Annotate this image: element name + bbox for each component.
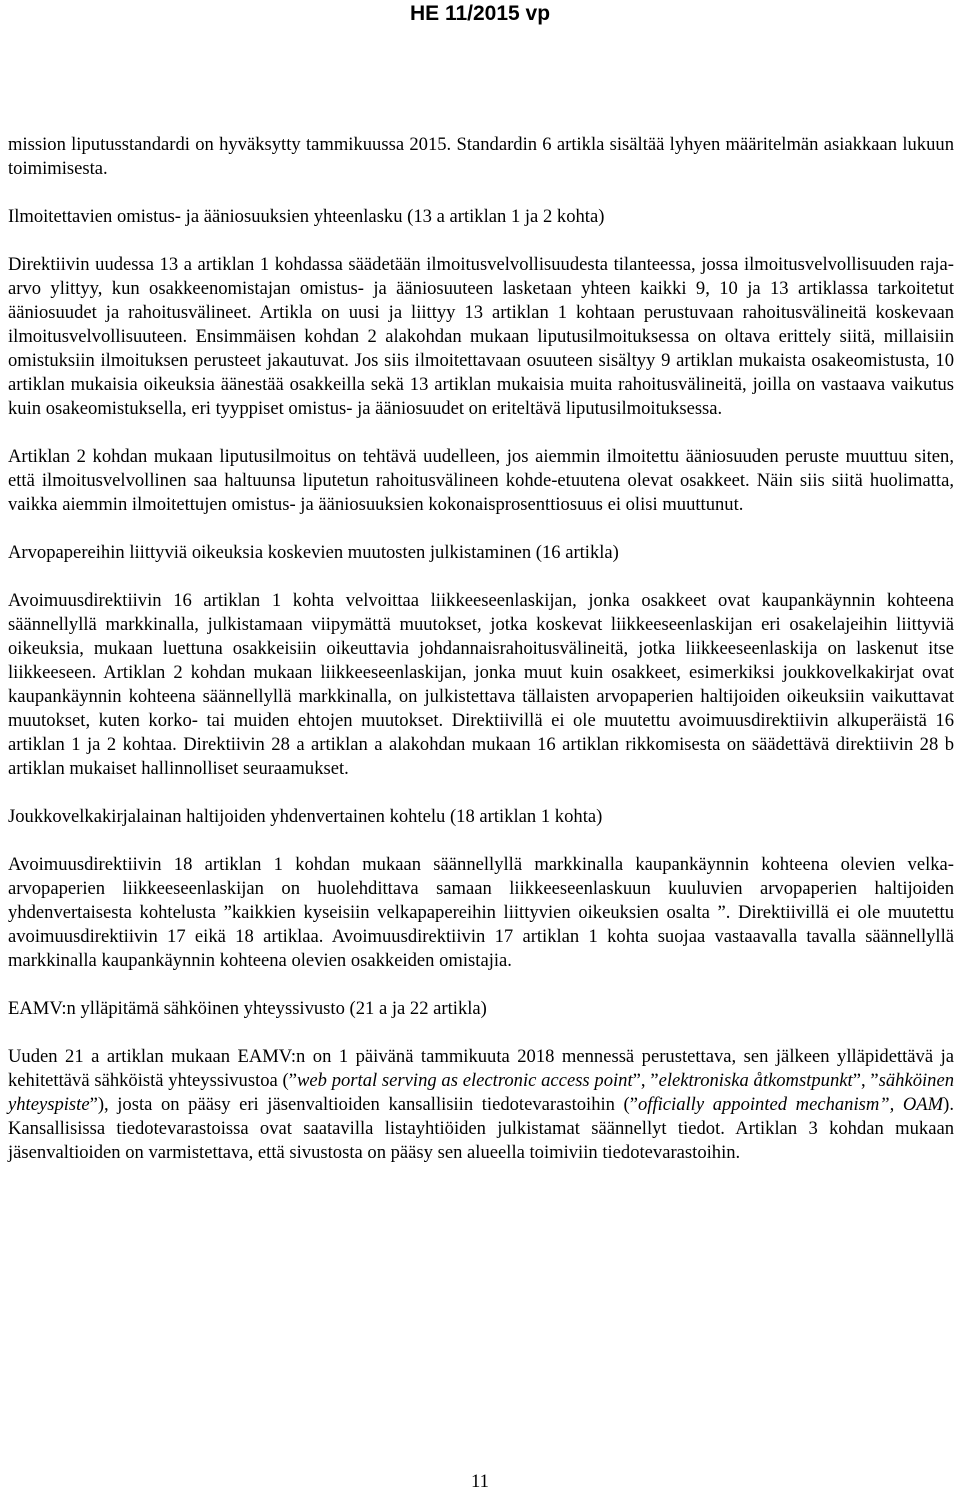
paragraph-5: Avoimuusdirektiivin 18 artiklan 1 kohdan mukaan säännellyllä markkinalla kaupankäynnin kohteena olevien velka-arvopaperien liikkeeseenlaskijan on huolehdittava samaan liikkeeseenlaskuun kuuluvien arvopaperien haltijoiden yhdenvertaisesta kohtelusta ”kaikkien kyseisiin velkapapereihin liittyvien oikeuksien osalta ”. Direktiivillä ei ole muutettu avoimuusdirektiivin 17 eikä 18 artiklaa. Avoimuusdirektiivin 17 artiklan 1 kohta suojaa vastaavalla tavalla säännellyllä markkinalla kaupankäynnin kohteena olevien osakkeiden omistajia. [8, 854, 954, 971]
heading-1: Ilmoitettavien omistus- ja ääniosuuksien yhteenlasku (13 a artiklan 1 ja 2 kohta) [8, 206, 605, 227]
paragraph-6-text-1: Uuden 21 a artiklan mukaan EAMV:n on 1 päivänä tammikuuta 2018 mennessä perustettava, sen jälkeen ylläpidettävä ja kehitettävä sähköistä yhteyssivustoa (” [8, 1046, 954, 1091]
paragraph-2: Direktiivin uudessa 13 a artiklan 1 kohdassa säädetään ilmoitusvelvollisuudesta tilanteessa, jossa ilmoitusvelvollisuuden raja-arvo ylittyy, kun osakkeenomistajan omistus- ja ääniosuuteen lasketaan yhteen kaikki 9, 10 ja 13 artiklassa tarkoitetut ääniosuudet ja rahoitusvälineet. Artikla on uusi ja liittyy 13 artiklan 1 kohtaan perustuvaan rahoitusvälineitä koskevaan ilmoitusvelvollisuuteen. Ensimmäisen kohdan 2 alakohdan mukaan liputusilmoituksessa on oltava erittely siitä, millaisiin omistuksiin ilmoituksen perusteet jakautuvat. Jos siis ilmoitettavaan osuuteen sisältyy 9 artiklan mukaista osakeomistusta, 10 artiklan mukaisia oikeuksia äänestää osakkeilla sekä 13 artiklan mukaisia muita rahoitusvälineitä, joilla on vastaava vaikutus kuin osakeomistuksella, eri tyyppiset omistus- ja ääniosuudet on eriteltävä liputusilmoituksessa. [8, 254, 954, 419]
paragraph-6-italic-2: elektroniska åtkomstpunkt [658, 1070, 853, 1091]
paragraph-6-italic-4: officially appointed mechanism”, OAM [638, 1094, 944, 1115]
heading-4: EAMV:n ylläpitämä sähköinen yhteyssivusto (21 a ja 22 artikla) [8, 998, 487, 1019]
paragraph-6-text-4: ”), josta on pääsy eri jäsenvaltioiden kansallisiin tiedotevarastoihin (” [89, 1094, 638, 1115]
document-header [0, 0, 960, 28]
heading-2: Arvopapereihin liittyviä oikeuksia koskevien muutosten julkistaminen (16 artikla) [8, 542, 619, 563]
paragraph-6-text-2: ”, ” [632, 1070, 659, 1091]
document-body [8, 133, 954, 1189]
paragraph-3: Artiklan 2 kohdan mukaan liputusilmoitus on tehtävä uudelleen, jos aiemmin ilmoitettu ääniosuuden peruste muuttuu siten, että ilmoitusvelvollinen saa haltuunsa liputetun rahoitusvälineen kohde-etuutena olevat osakkeet. Näin siis siitä huolimatta, vaikka aiemmin ilmoitettujen omistus- ja ääniosuuksien kokonaisprosenttiosuus ei olisi muuttunut. [8, 446, 954, 515]
paragraph-6 [8, 1045, 954, 1165]
paragraph-1: mission liputusstandardi on hyväksytty tammikuussa 2015. Standardin 6 artikla sisältää lyhyen määritelmän asiakkaan lukuun toimimisesta. [8, 134, 954, 179]
paragraph-6-text-3: ”, ” [852, 1070, 879, 1091]
page-number: 11 [471, 1471, 489, 1492]
heading-3: Joukkovelkakirjalainan haltijoiden yhdenvertainen kohtelu (18 artiklan 1 kohta) [8, 806, 603, 827]
paragraph-6-italic-3: sähköinen yhteyspiste [8, 1070, 955, 1115]
paragraph-4: Avoimuusdirektiivin 16 artiklan 1 kohta velvoittaa liikkeeseenlaskijan, jonka osakkeet ovat kaupankäynnin kohteena säännellyllä markkinalla, julkistamaan viipymättä muutokset, jotka koskevat liikkeeseenlaskijan eri osakelajeihin liittyviä oikeuksia, mukaan luettuna osakkeisiin oikeuttavia johdannaisrahoitusvälineitä, jotka liikkeeseenlaskija on laskenut itse liikkeeseen. Artiklan 2 kohdan mukaan liikkeeseenlaskijan, jonka muut kuin osakkeet, esimerkiksi joukkovelkakirjat ovat kaupankäynnin kohteena säännellyllä markkinalla, on julkistettava tällaisten arvopaperien haltijoiden oikeuksiin vaikuttavat muutokset, kuten korko- tai muiden ehtojen muutokset. Direktiivillä ei ole muutettu avoimuusdirektiivin alkuperäistä 16 artiklan 1 ja 2 kohtaa. Direktiivin 28 a artiklan a alakohdan mukaan 16 artiklan rikkomisesta on säädettävä direktiivin 28 b artiklan mukaiset hallinnolliset seuraamukset. [8, 590, 954, 779]
document-id: HE 11/2015 vp [409, 2, 551, 25]
paragraph-6-text-5: ). Kansallisissa tiedotevarastoissa ovat saatavilla listayhtiöiden julkistamat säännellyt tiedot. Artiklan 3 kohdan mukaan jäsenvaltioiden on varmistettava, että sivustosta on pääsy sen alueella toimiviin tiedotevarastoihin. [8, 1094, 955, 1163]
paragraph-6-italic-1: web portal serving as electronic access point [297, 1070, 633, 1091]
